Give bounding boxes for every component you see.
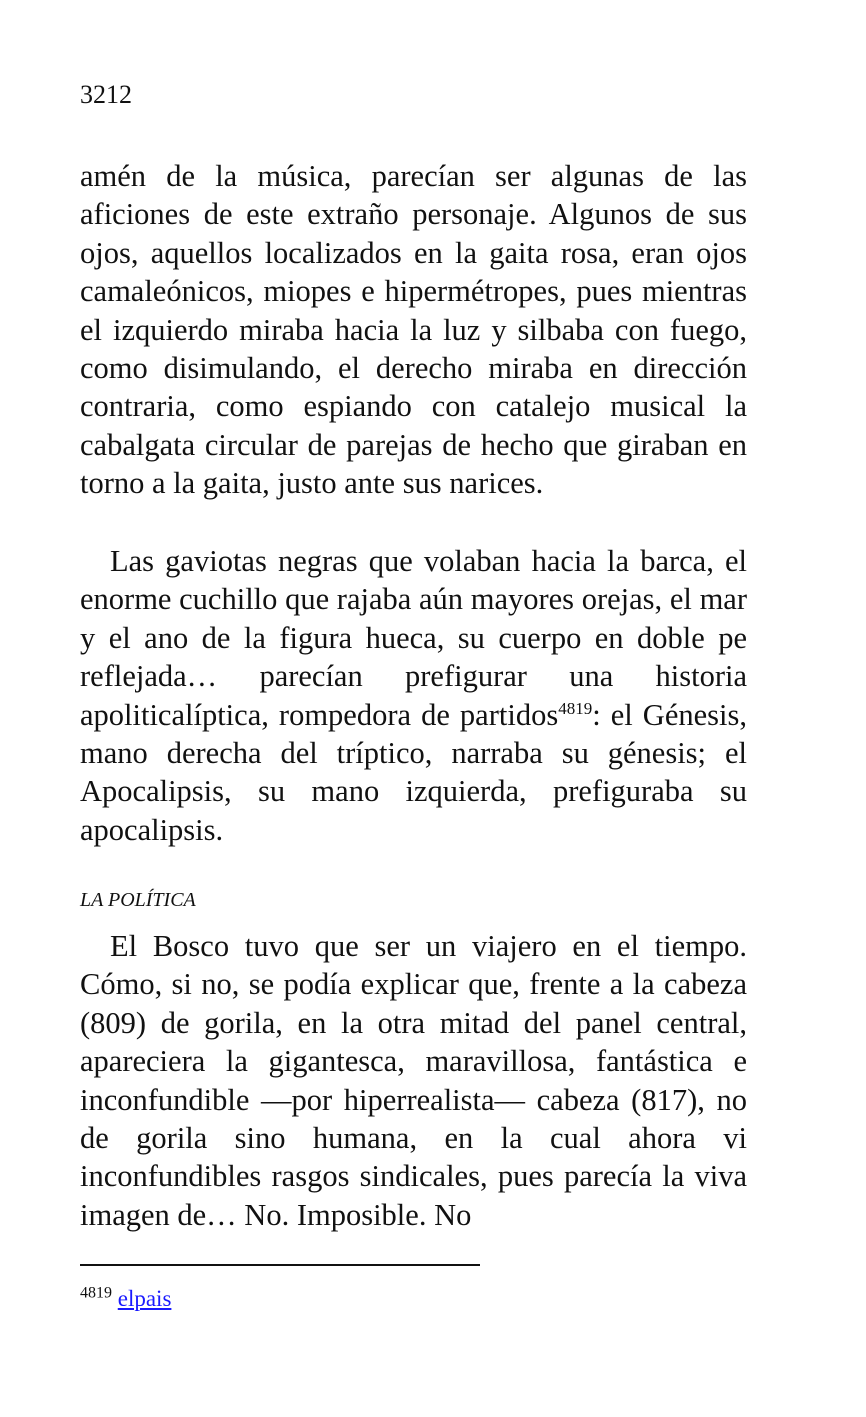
paragraph-1: amén de la música, parecían ser algunas de las aficiones de este extraño personaje. Algunos de sus ojos, aquellos localizados en la gaita rosa, eran ojos camaleónicos, miopes e hipermétropes, pues mientras el izquierdo miraba hacia la luz y silbaba con fuego, como disimulando, el derecho miraba en dirección contraria, como espiando con catalejo musical la cabalgata circular de parejas de hecho que giraban en torno a la gaita, justo ante sus narices. bbox=[80, 159, 747, 501]
footnote-divider bbox=[80, 1264, 480, 1266]
footnote-link[interactable]: elpais bbox=[117, 1286, 172, 1311]
paragraph-2-text-a: Las gaviotas negras que volaban hacia la barca, el enorme cuchillo que rajaba aún mayores orejas, el mar y el ano de la figura hueca, su cuerpo en doble pe reflejada… parecían prefigurar una historia apoliticalíptica, rompedora de partidos bbox=[80, 544, 747, 732]
paragraph-3: El Bosco tuvo que ser un viajero en el tiempo. Cómo, si no, se podía explicar que, frente a la cabeza (809) de gorila, en la otra mitad del panel central, apareciera la gigantesca, maravillosa, fantástica e inconfundible —por hiperrealista— cabeza (817), no de gorila sino humana, en la cual ahora vi inconfundibles rasgos sindicales, pues parecía la viva imagen de… No. Imposible. No bbox=[80, 929, 747, 1232]
body-text-third bbox=[80, 927, 747, 1234]
body-text-continued bbox=[80, 157, 747, 503]
page-number: 3212 bbox=[80, 80, 132, 109]
section-heading: LA POLÍTICA bbox=[80, 889, 196, 911]
footnote bbox=[80, 1284, 171, 1314]
paragraph-2-text-b: : el Génesis, mano derecha del tríptico, narraba su génesis; el Apocalipsis, su mano izquierda, prefiguraba su apocalipsis. bbox=[80, 697, 747, 847]
footnote-reference[interactable]: 4819 bbox=[558, 698, 593, 718]
footnote-number: 4819 bbox=[80, 1284, 112, 1302]
body-text-second bbox=[80, 542, 747, 849]
paragraph-2 bbox=[80, 542, 747, 849]
